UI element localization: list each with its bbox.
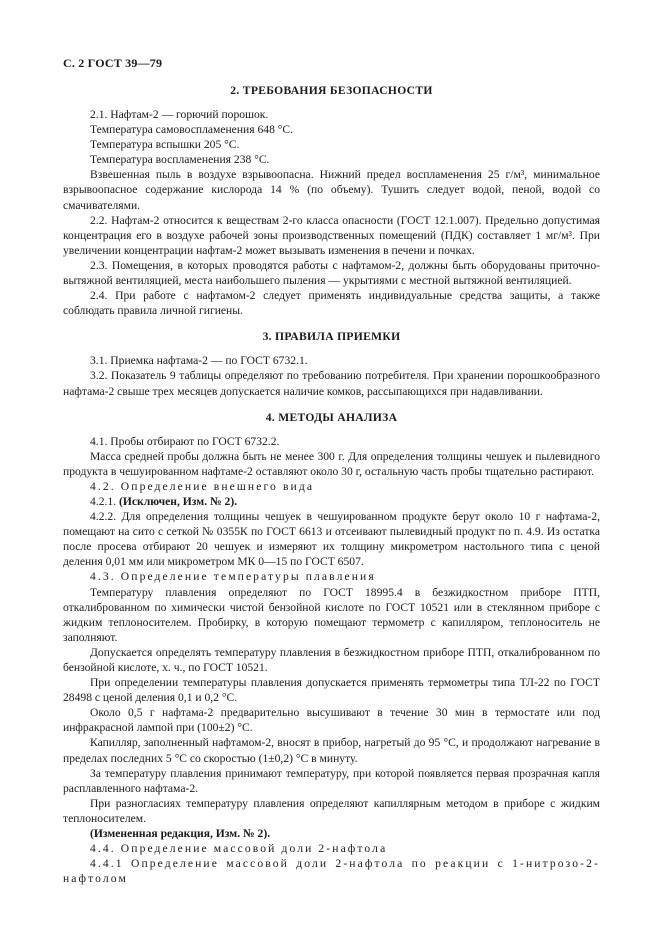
paragraph-2-1: 2.1. Нафтам-2 — горючий порошок. [90,108,269,121]
paragraph-2-2: 2.2. Нафтам-2 относится к веществам 2-го класса опасности (ГОСТ 12.1.007). Предельно допустимая концентрация его в воздухе рабочей зоны производственных помещений (ПДК) составляет 1 мг/м³. При увеличении концентрации нафтам-2 может вызывать изменения в печени и почках. [63,213,600,257]
paragraph-4-3: 4.3. Определение температуры плавления [90,570,376,584]
paragraph-melting-4: Около 0,5 г нафтама-2 предварительно высушивают в течение 30 мин в термостате или под инфракрасной лампой при (100±2) °С. [63,706,600,735]
paragraph-melting-6: За температуру плавления принимают температуру, при которой появляется первая прозрачная капля расплавленного нафтама-2. [63,766,600,795]
paragraph-4-2-1 [63,494,600,509]
paragraph-flash-temp: Температура вспышки 205 °С. [90,138,240,152]
paragraph-4-4: 4.4. Определение массовой доли 2-нафтола [90,842,388,856]
section-3-heading: 3. ПРАВИЛА ПРИЕМКИ [262,330,401,344]
paragraph-melting-7: При разногласиях температуру плавления определяют капиллярным методом в приборе с жидким теплоносителем. [63,796,600,825]
section-4-heading: 4. МЕТОДЫ АНАЛИЗА [265,410,398,424]
paragraph-4-2-2: 4.2.2. Для определения толщины чешуек в чешуированном продукте берут около 10 г нафтама-2, помещают на сито с сеткой № 0355К по ГОСТ 6613 и отсеивают пылевидный продукт по п. 4.9. Из остатка после просева отбирают 20 чешуек и измеряют их толщину микрометром настольного типа с ценой деления 0,01 мм или микрометром МК 0—15 по ГОСТ 6507. [63,510,600,569]
paragraph-2-4: 2.4. При работе с нафтамом-2 следует применять индивидуальные средства защиты, а также соблюдать правила личной гигиены. [63,289,600,318]
paragraph-4-1: 4.1. Пробы отбирают по ГОСТ 6732.2. [90,434,280,448]
paragraph-2-3: 2.3. Помещения, в которых проводятся работы с нафтамом-2, должны быть оборудованы приточно-вытяжной вентиляцией, места наибольшего пыления — укрытиями с местной вытяжной вентиляцией. [63,258,600,288]
paragraph-4-4-1: 4.4.1 Определение массовой доли 2-нафтола по реакции с 1-нитрозо-2-нафтолом [63,857,600,886]
clause-4-2-1-number: 4.2.1. [90,494,117,508]
amendment-note-text: (Измененная редакция, Изм. № 2). [90,827,271,841]
paragraph-amendment-note [63,826,600,841]
running-head: С. 2 ГОСТ 39—79 [63,56,163,70]
paragraph-3-1: 3.1. Приемка нафтама-2 — по ГОСТ 6732.1. [90,354,308,368]
paragraph-melting-2: Допускается определять температуру плавления в безжидкостном приборе ПТП, откалиброванном по бензойной кислоте, х. ч., по ГОСТ 10521. [63,645,600,674]
paragraph-melting-3: При определении температуры плавления допускается применять термометры типа ТЛ-22 по ГОСТ 28498 с ценой деления 0,1 и 0,2 °С. [63,676,600,705]
paragraph-fire-temp: Температура воспламенения 238 °С. [90,153,270,167]
paragraph-melting-1: Температуру плавления определяют по ГОСТ 18995.4 в безжидкостном приборе ПТП, откалиброванном по химически чистой бензойной кислоте по ГОСТ 10521 или в стеклянном приборе с жидким теплоносителем. Пробирку, в которую помещают термометр с капилляром, теплоноситель не заполняют. [63,585,600,644]
section-2-heading: 2. ТРЕБОВАНИЯ БЕЗОПАСНОСТИ [230,84,433,97]
paragraph-ignition-temp: Температура самовоспламенения 648 °С. [90,123,294,137]
paragraph-melting-5: Капилляр, заполненный нафтамом-2, вносят в прибор, нагретый до 95 °С, и продолжают нагревание в пределах последних 5 °С со скоростью (1±0,2) °С в минуту. [63,736,600,765]
paragraph-dust: Взвешенная пыль в воздухе взрывоопасна. Нижний предел воспламенения 25 г/м³, минимальное взрывоопасное содержание кислорода 14 % (по объему). Тушить следует водой, пеной, водой со смачивателями. [63,168,600,212]
paragraph-3-2: 3.2. Показатель 9 таблицы определяют по требованию потребителя. При хранении порошкообразного нафтама-2 свыше трех месяцев допускается наличие комков, рассыпающихся при надавливании. [63,369,600,398]
paragraph-4-2: 4.2. Определение внешнего вида [90,479,315,493]
clause-4-2-1-excluded-note: (Исключен, Изм. № 2). [119,494,238,508]
document-body [63,83,600,886]
paragraph-sample-mass: Масса средней пробы должна быть не менее 300 г. Для определения толщины чешуек и пылевидного продукта в чешуированном нафтаме-2 оставляют около 30 г, остальную часть пробы тщательно растирают. [63,449,600,478]
